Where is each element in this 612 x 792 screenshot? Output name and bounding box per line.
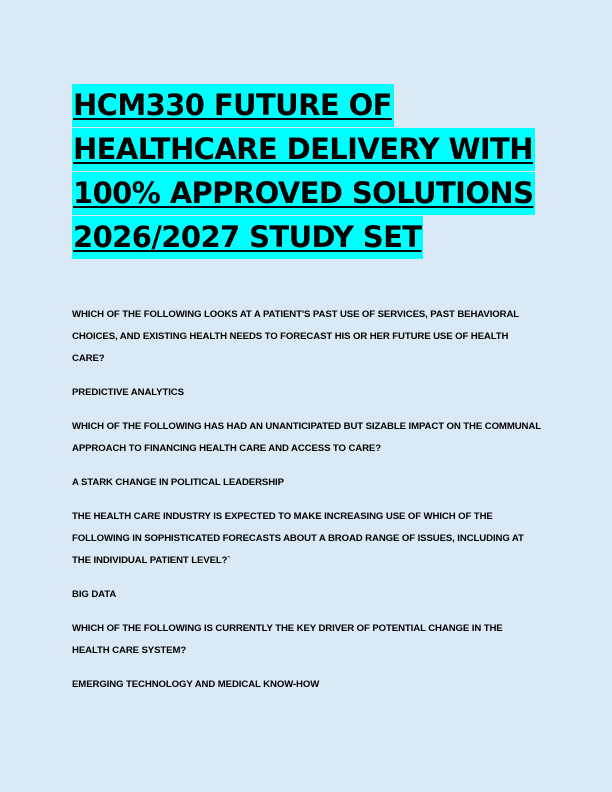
title-line-2: HEALTHCARE DELIVERY WITH bbox=[72, 128, 535, 171]
question-answer-list bbox=[72, 304, 542, 696]
answer-3: BIG DATA bbox=[72, 589, 117, 600]
answer-4: EMERGING TECHNOLOGY AND MEDICAL KNOW-HOW bbox=[72, 679, 320, 690]
answer-2: A STARK CHANGE IN POLITICAL LEADERSHIP bbox=[72, 477, 284, 488]
question-1: WHICH OF THE FOLLOWING LOOKS AT A PATIENT'S PAST USE OF SERVICES, PAST BEHAVIORAL CHOICES, AND EXISTING HEALTH NEEDS TO FORECAST HIS OR HER FUTURE USE OF HEALTH CARE? bbox=[72, 309, 519, 364]
document-title bbox=[72, 84, 532, 260]
answer-1: PREDICTIVE ANALYTICS bbox=[72, 387, 184, 398]
question-3: THE HEALTH CARE INDUSTRY IS EXPECTED TO MAKE INCREASING USE OF WHICH OF THE FOLLOWING IN SOPHISTICATED FORECASTS ABOUT A BROAD RANGE OF ISSUES, INCLUDING AT THE INDIVIDUAL PATIENT LEVEL?` bbox=[72, 511, 524, 566]
title-line-4: 2026/2027 STUDY SET bbox=[72, 216, 423, 259]
question-4: WHICH OF THE FOLLOWING IS CURRENTLY THE KEY DRIVER OF POTENTIAL CHANGE IN THE HEALTH CARE SYSTEM? bbox=[72, 623, 503, 656]
title-line-1: HCM330 FUTURE OF bbox=[72, 84, 394, 127]
question-2: WHICH OF THE FOLLOWING HAS HAD AN UNANTICIPATED BUT SIZABLE IMPACT ON THE COMMUNAL APPROACH TO FINANCING HEALTH CARE AND ACCESS TO CARE? bbox=[72, 421, 541, 454]
title-line-3: 100% APPROVED SOLUTIONS bbox=[72, 172, 535, 215]
